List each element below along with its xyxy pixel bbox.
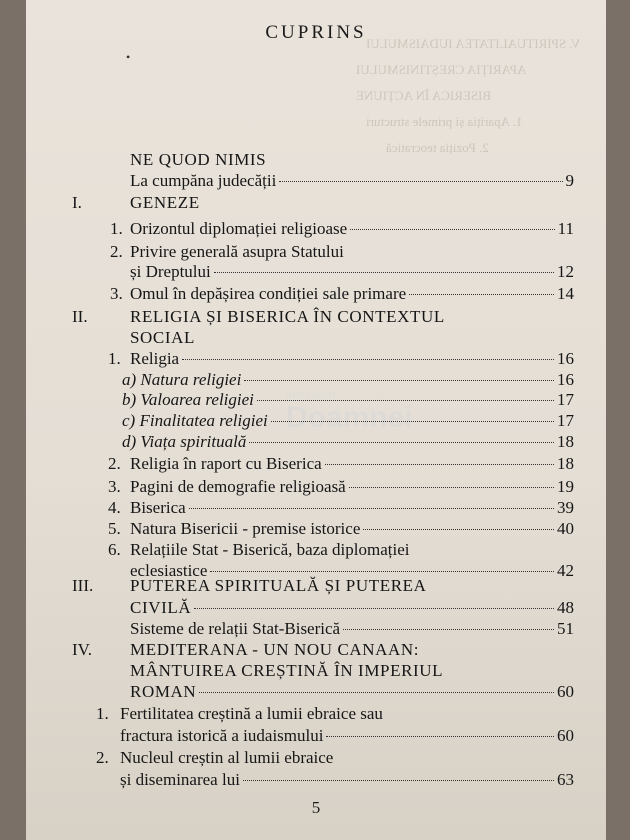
- entry-number: 2.: [108, 454, 121, 473]
- dot-leader: [325, 464, 554, 465]
- toc-entry: [130, 619, 574, 639]
- entry-title: fractura istorică a iudaismului: [120, 726, 324, 745]
- toc-entry: [130, 150, 266, 170]
- toc-entry: [130, 682, 574, 702]
- toc-entry: [130, 477, 574, 497]
- entry-title: Biserica: [130, 498, 186, 517]
- toc-entry: [130, 598, 574, 618]
- toc-entry: [122, 411, 574, 431]
- entry-title: Privire generală asupra Statului: [130, 242, 344, 261]
- entry-number: 1.: [96, 704, 109, 723]
- entry-title: d) Viața spirituală: [122, 432, 247, 451]
- bleed-through-text: V. SPIRITUALITATEA IUDAISMULUI: [366, 36, 581, 51]
- entry-title: și diseminarea lui: [120, 770, 240, 789]
- entry-number: 1.: [108, 349, 121, 368]
- bleed-through-text: APARIȚIA CREȘTINISMULUI: [356, 62, 527, 77]
- dot-leader: [279, 181, 562, 182]
- dot-leader: [214, 272, 554, 273]
- entry-title: b) Valoarea religiei: [122, 390, 254, 409]
- entry-title: c) Finalitatea religiei: [122, 411, 268, 430]
- dot-leader: [199, 692, 554, 693]
- entry-title: și Dreptului: [130, 262, 211, 281]
- toc-entry: [122, 370, 574, 390]
- dot-leader: [249, 442, 554, 443]
- entry-page-number: 42: [557, 561, 574, 580]
- entry-title: PUTEREA SPIRITUALĂ ȘI PUTEREA: [130, 576, 427, 595]
- dot-leader: [349, 487, 554, 488]
- entry-title: Relațiile Stat - Biserică, baza diplomației: [130, 540, 410, 559]
- entry-page-number: 19: [557, 477, 574, 496]
- entry-page-number: 18: [557, 432, 574, 451]
- entry-page-number: 39: [557, 498, 574, 517]
- entry-number: II.: [72, 307, 88, 326]
- dot-leader: [363, 529, 554, 530]
- entry-title: Nucleul creștin al lumii ebraice: [120, 748, 334, 767]
- entry-number: 4.: [108, 498, 121, 517]
- entry-page-number: 63: [557, 770, 574, 789]
- toc-entry: [130, 454, 574, 474]
- entry-title: a) Natura religiei: [122, 370, 242, 389]
- entry-title: Sisteme de relații Stat-Biserică: [130, 619, 341, 638]
- dot-leader: [210, 571, 554, 572]
- toc-entry: [130, 307, 445, 327]
- entry-page-number: 14: [557, 284, 574, 303]
- toc-entry: [130, 284, 574, 304]
- entry-number: IV.: [72, 640, 92, 659]
- bleed-through-text: BISERICA ÎN ACȚIUNE: [356, 88, 492, 103]
- dot-leader: [243, 780, 554, 781]
- toc-entry: [130, 219, 574, 239]
- dot-leader: [343, 629, 554, 630]
- entry-title: CIVILĂ: [130, 598, 192, 617]
- entry-number: 2.: [96, 748, 109, 767]
- toc-entry: [130, 242, 344, 262]
- toc-entry: [120, 748, 333, 768]
- entry-page-number: 17: [557, 390, 574, 409]
- dot-leader: [244, 380, 554, 381]
- dot-leader: [257, 400, 554, 401]
- entry-number: I.: [72, 193, 82, 212]
- toc-entry: [122, 432, 574, 452]
- dot-leader: [326, 736, 554, 737]
- entry-page-number: 9: [565, 171, 574, 190]
- entry-title: ROMAN: [130, 682, 197, 701]
- entry-number: 6.: [108, 540, 121, 559]
- entry-number: 2.: [110, 242, 123, 261]
- entry-page-number: 12: [557, 262, 574, 281]
- entry-number: 3.: [108, 477, 121, 496]
- entry-title: Religia: [130, 349, 180, 368]
- dot-leader: [194, 608, 554, 609]
- entry-title: Fertilitatea creștină a lumii ebraice sau: [120, 704, 383, 723]
- dot-leader: [182, 359, 554, 360]
- dot-leader: [189, 508, 554, 509]
- entry-page-number: 11: [557, 219, 574, 238]
- entry-title: MÂNTUIREA CREȘTINĂ ÎN IMPERIUL: [130, 661, 444, 680]
- entry-page-number: 40: [557, 519, 574, 538]
- dot-leader: [409, 294, 554, 295]
- entry-title: GENEZE: [130, 193, 200, 212]
- entry-title: SOCIAL: [130, 328, 195, 347]
- entry-title: MEDITERANA - UN NOU CANAAN:: [130, 640, 420, 659]
- toc-entry: [122, 390, 574, 410]
- entry-number: 3.: [110, 284, 123, 303]
- toc-entry: [130, 349, 574, 369]
- toc-entry: [130, 262, 574, 282]
- entry-title: La cumpăna judecății: [130, 171, 277, 190]
- bleed-through-text: 2. Poziția teocratică: [386, 140, 489, 155]
- watermark-main: Doamnei: [286, 401, 413, 434]
- toc-entry: [130, 640, 419, 660]
- entry-title: eclesiastice: [130, 561, 208, 580]
- toc-entry: [130, 661, 443, 681]
- entry-title: Orizontul diplomației religioase: [130, 219, 348, 238]
- entry-page-number: 18: [557, 454, 574, 473]
- page-title: CUPRINS: [265, 22, 367, 43]
- toc-entry: [120, 770, 574, 790]
- watermark-top: anticariat: [286, 390, 337, 401]
- entry-page-number: 17: [557, 411, 574, 430]
- entry-number: III.: [72, 576, 94, 595]
- entry-title: Pagini de demografie religioasă: [130, 477, 346, 496]
- toc-entry: [130, 328, 195, 348]
- entry-page-number: 60: [557, 682, 574, 701]
- entry-page-number: 60: [557, 726, 574, 745]
- toc-entry: [130, 498, 574, 518]
- entry-title: Religia în raport cu Biserica: [130, 454, 322, 473]
- page-number: 5: [311, 798, 321, 817]
- entry-page-number: 16: [557, 370, 574, 389]
- toc-entry: [130, 193, 200, 213]
- dot-leader: [350, 229, 554, 230]
- entry-title: Natura Bisericii - premise istorice: [130, 519, 361, 538]
- toc-entry: [130, 171, 574, 191]
- page-mark: •: [126, 50, 131, 64]
- entry-page-number: 16: [557, 349, 574, 368]
- bleed-through-text: 1. Apariția și primele structuri: [366, 114, 523, 129]
- toc-entry: [130, 576, 427, 596]
- entry-number: 5.: [108, 519, 121, 538]
- toc-entry: [120, 726, 574, 746]
- book-page: [26, 0, 606, 840]
- entry-title: NE QUOD NIMIS: [130, 150, 267, 169]
- dot-leader: [271, 421, 554, 422]
- toc-entry: [130, 519, 574, 539]
- entry-number: 1.: [110, 219, 123, 238]
- entry-page-number: 48: [557, 598, 574, 617]
- entry-page-number: 51: [557, 619, 574, 638]
- entry-title: Omul în depășirea condiției sale primare: [130, 284, 407, 303]
- entry-title: RELIGIA ȘI BISERICA ÎN CONTEXTUL: [130, 307, 445, 326]
- toc-entry: [130, 540, 409, 560]
- toc-entry: [120, 704, 383, 724]
